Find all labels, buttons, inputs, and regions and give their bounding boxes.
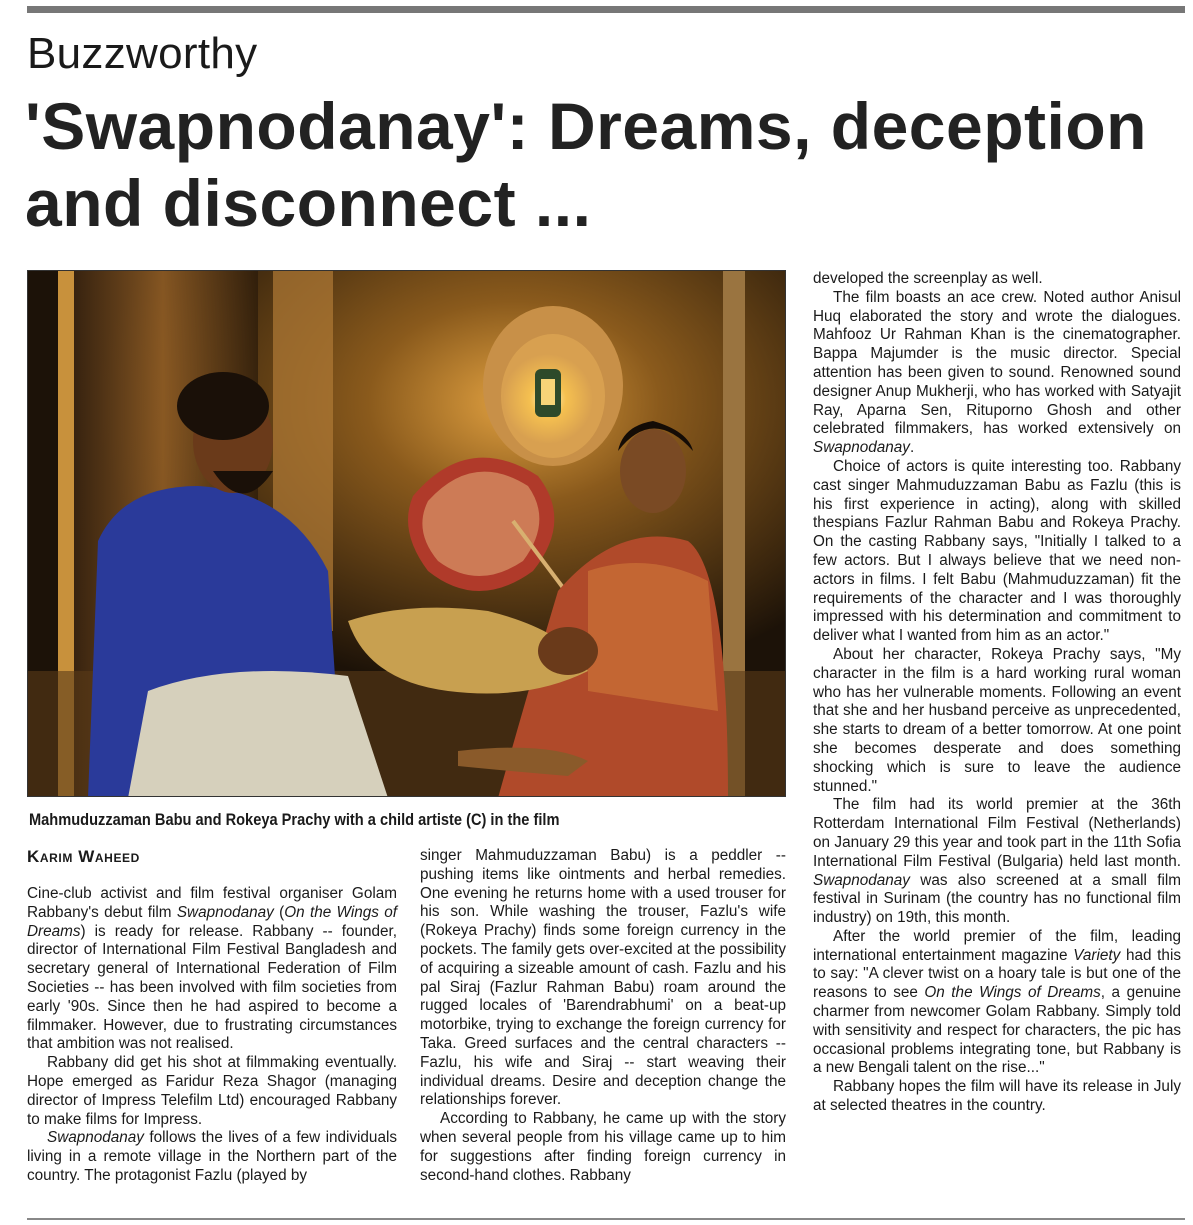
paragraph: Choice of actors is quite interesting too. Rabbany cast singer Mahmuduzzaman Babu as Fazlu (this is his first experience in acting), along with skilled thespians Fazlur Rahman Babu and Rokeya Prachy. On the casting Rabbany says, "Initially I talked to a few actors. But I always believe that we need non-actors in films. I felt Babu (Mahmuduzzaman) fit the requirements of the character and I was thoroughly impressed with his determination and commitment to deliver what I wanted from him as an actor." [813, 457, 1181, 645]
photo-caption: Mahmuduzzaman Babu and Rokeya Prachy with a child artiste (C) in the film [29, 810, 560, 829]
column-1 [27, 885, 397, 1186]
top-rule [27, 6, 1185, 13]
headline: 'Swapnodanay': Dreams, deception and disconnect ... [25, 89, 1147, 240]
film-still-photo [27, 270, 786, 797]
paragraph: singer Mahmuduzzaman Babu) is a peddler -- pushing items like ointments and herbal remedies. One evening he returns home with a used trouser for his son. While washing the trouser, Fazlu's wife (Rokeya Prachy) finds some foreign currency in the pockets. The family gets over-excited at the possibility of acquiring a sizeable amount of cash. Fazlu and his pal Siraj (Fazlur Rahman Babu) roam around the rugged locales of 'Barendrabhumi' on a beat-up motorbike, trying to exchange the foreign currency for Taka. Greed surfaces and the central characters -- Fazlu, his wife and Siraj -- start weaving their individual dreams. Desire and deception change the relationships forever. [420, 847, 786, 1109]
paragraph: developed the screenplay as well. [813, 270, 1043, 287]
film-still-image [28, 271, 786, 797]
byline: Karim Waheed [27, 847, 140, 866]
paragraph: About her character, Rokeya Prachy says, "My character in the film is a hard working rural woman who has her vulnerable moments. Following an event that she and her husband perceive as unprecedented, she starts to dream of a better tomorrow. At one point she becomes desperate and does something shocking which is sure to leave the audience stunned." [813, 645, 1181, 795]
column-3 [813, 270, 1181, 1116]
column-2 [420, 847, 786, 1185]
section-label: Buzzworthy [27, 29, 258, 78]
paragraph: After the world premier of the film, leading international entertainment magazine Variety had this to say: "A clever twist on a hoary tale is but one of the reasons to see On the Wings of Dreams, a genuine charmer from newcomer Golam Rabbany. Simply told with sensitivity and respect for characters, the pic has occasional problems integrating tone, but Rabbany is a new Bengali talent on the rise..." [813, 927, 1182, 1077]
paragraph: According to Rabbany, he came up with the story when several people from his village came up to him for suggestions after finding foreign currency in second-hand clothes. Rabbany [420, 1110, 786, 1184]
bottom-rule [27, 1218, 1185, 1220]
paragraph: Swapnodanay follows the lives of a few individuals living in a remote village in the Northern part of the country. The protagonist Fazlu (played by [27, 1129, 397, 1184]
paragraph: Rabbany did get his shot at filmmaking eventually. Hope emerged as Faridur Reza Shagor (managing director of Impress Telefilm Ltd) encouraged Rabbany to make films for Impress. [27, 1054, 397, 1128]
paragraph: Rabbany hopes the film will have its release in July at selected theatres in the country. [813, 1078, 1181, 1115]
paragraph: The film had its world premier at the 36th Rotterdam International Film Festival (Netherlands) on January 29 this year and took part in the 11th Sofia International Film Festival (Bulgaria) held last month. Swapnodanay was also screened at a small film festival in Surinam (the country has no functional film industry) on 19th, this month. [813, 796, 1181, 927]
paragraph: Cine-club activist and film festival organiser Golam Rabbany's debut film Swapnodanay (On the Wings of Dreams) is ready for release. Rabbany -- founder, director of International Film Festival Bangladesh and secretary general of International Federation of Film Societies -- has been involved with film societies from early '90s. Since then he had aspired to become a filmmaker. However, due to frustrating circumstances that ambition was not realised. [27, 885, 397, 1053]
paragraph: The film boasts an ace crew. Noted author Anisul Huq elaborated the story and wrote the dialogues. Mahfooz Ur Rahman Khan is the cinematographer. Bappa Majumder is the music director. Special attention has been given to sound. Renowned sound designer Anup Mukherji, who has worked with Satyajit Ray, Aparna Sen, Rituporno Ghosh and other celebrated filmmakers, has worked extensively on Swapnodanay. [813, 288, 1181, 457]
